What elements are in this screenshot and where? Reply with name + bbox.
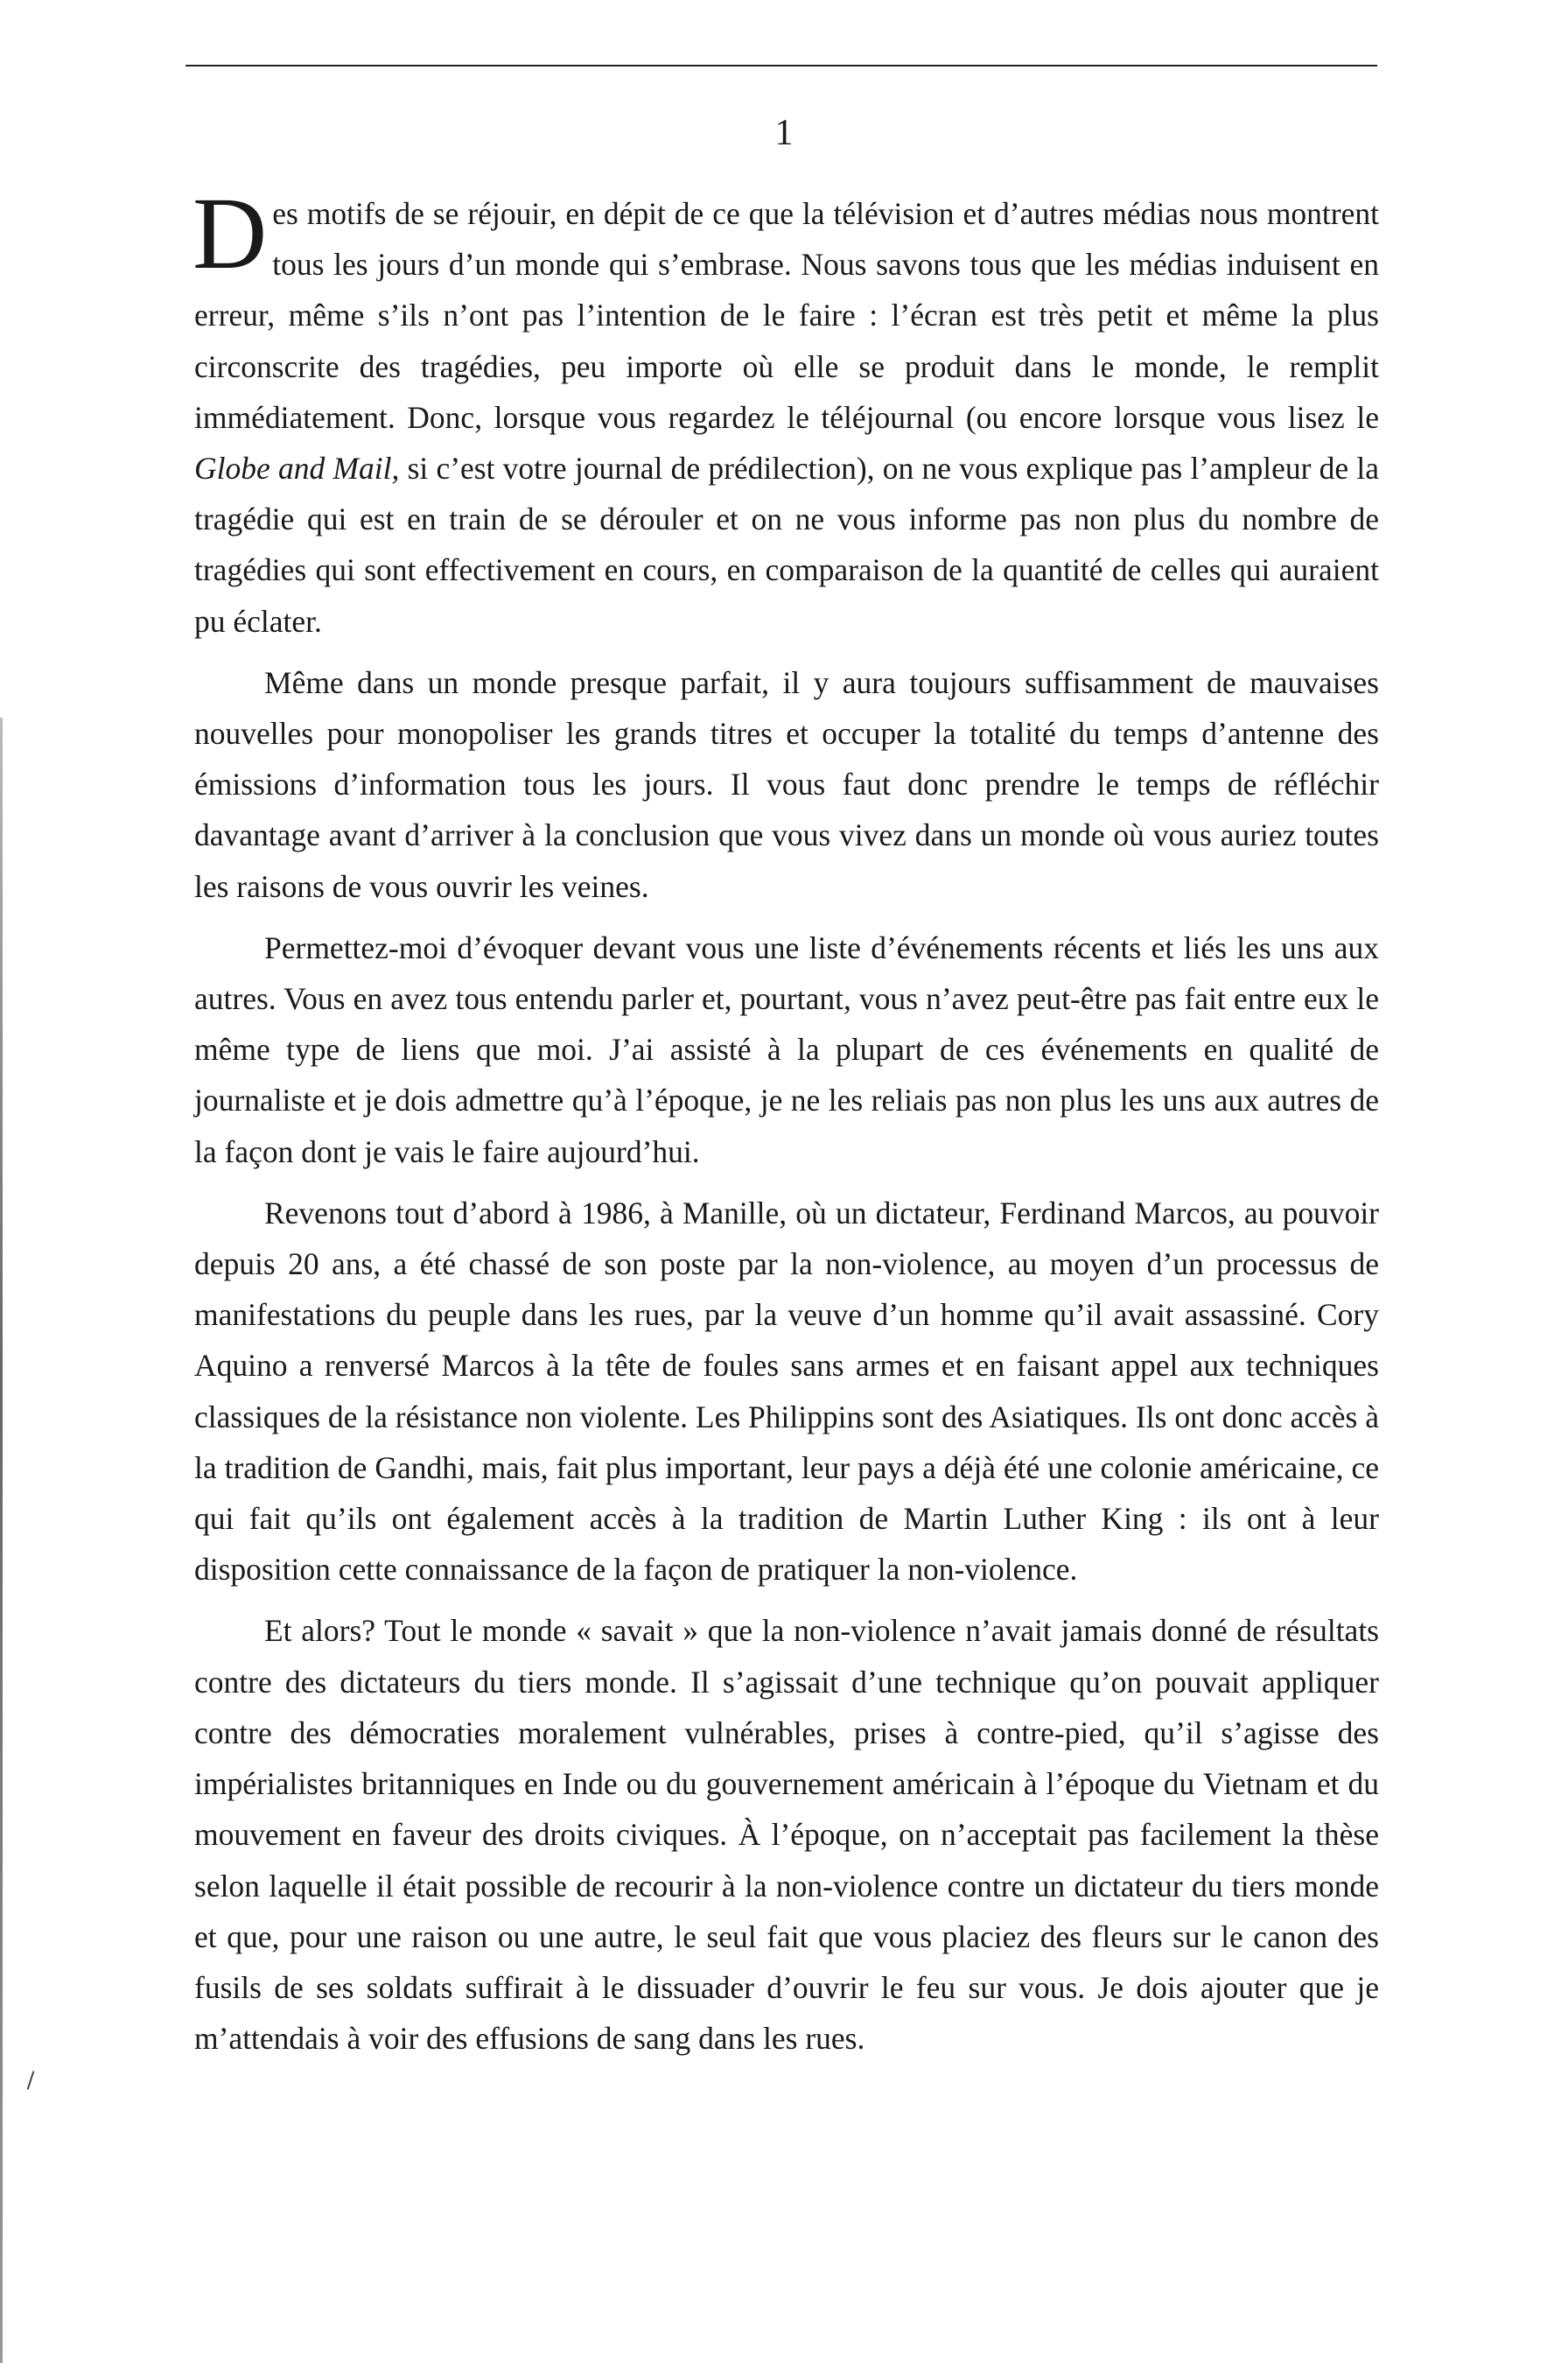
paragraph-1-text-b: si c’est votre journal de prédilection), on ne vous explique pas l’ampleur de la tragédie qui est en train de se dérouler et on ne vous informe pas non plus du nombre de tragédies qui sont effectivement en cours, en comparaison de la quantité de celles qui auraient pu éclater. [194, 451, 1379, 639]
drop-cap: D [192, 176, 268, 291]
paragraph-3: Permettez-moi d’évoquer devant vous une liste d’événements récents et liés les uns aux autres. Vous en avez tous entendu parler et, pourtant, vous n’avez peut-être pas fait entre eux le même type de liens que moi. J’ai assisté à la plupart de ces événements en qualité de journaliste et je dois admettre qu’à l’époque, je ne les reliais pas non plus les uns aux autres de la façon dont je vais le faire aujourd’hui. [194, 929, 1379, 1169]
paragraph-1 [192, 176, 1379, 647]
header-rule [186, 65, 1377, 67]
paragraph-5: Et alors? Tout le monde « savait » que la non-violence n’avait jamais donné de résultats contre des dictateurs du tiers monde. Il s’agissait d’une technique qu’on pouvait appliquer contre des démocraties moralement vulnérables, prises à contre-pied, qu’il s’agisse des impérialistes britanniques en Inde ou du gouvernement américain à l’époque du Vietnam et du mouvement en faveur des droits civiques. À l’époque, on n’acceptait pas facilement la thèse selon laquelle il était possible de recourir à la non-violence contre un dictateur du tiers monde et que, pour une raison ou une autre, le seul fait que vous placiez des fleurs sur le canon des fusils de ses soldats suffirait à le dissuader d’ouvrir le feu sur vous. Je dois ajouter que je m’attendais à voir des effusions de sang dans les rues. [194, 1613, 1379, 2057]
chapter-number: 1 [774, 113, 794, 153]
body-text [192, 176, 1379, 2074]
scan-edge-shadow [0, 718, 3, 2363]
margin-pencil-mark [27, 2071, 35, 2090]
paragraph-1-text-a: es motifs de se réjouir, en dépit de ce que la télévision et d’autres médias nous montrent tous les jours d’un monde qui s’embrase. Nous savons tous que les médias induisent en erreur, même s’ils n’ont pas l’intention de le faire : l’écran est très petit et même la plus circonscrite des tragédies, peu importe où elle se produit dans le monde, le remplit immédiatement. Donc, lorsque vous regardez le téléjournal (ou encore lorsque vous lisez le [194, 196, 1379, 435]
paragraph-4: Revenons tout d’abord à 1986, à Manille, où un dictateur, Ferdinand Marcos, au pouvoir depuis 20 ans, a été chassé de son poste par la non-violence, au moyen d’un processus de manifestations du peuple dans les rues, par la veuve d’un homme qu’il avait assassiné. Cory Aquino a renversé Marcos à la tête de foules sans armes et en faisant appel aux techniques classiques de la résistance non violente. Les Philippins sont des Asiatiques. Ils ont donc accès à la tradition de Gandhi, mais, fait plus important, leur pays a déjà été une colonie américaine, ce qui fait qu’ils ont également accès à la tradition de Martin Luther King : ils ont à leur disposition cette connaissance de la façon de pratiquer la non-violence. [194, 1195, 1379, 1588]
paragraph-2: Même dans un monde presque parfait, il y aura toujours suffisamment de mauvaises nouvelles pour monopoliser les grands titres et occuper la totalité du temps d’antenne des émissions d’information tous les jours. Il vous faut donc prendre le temps de réfléchir davantage avant d’arriver à la conclusion que vous vivez dans un monde où vous auriez toutes les raisons de vous ouvrir les veines. [194, 664, 1379, 904]
newspaper-title: Globe and Mail, [194, 451, 400, 487]
